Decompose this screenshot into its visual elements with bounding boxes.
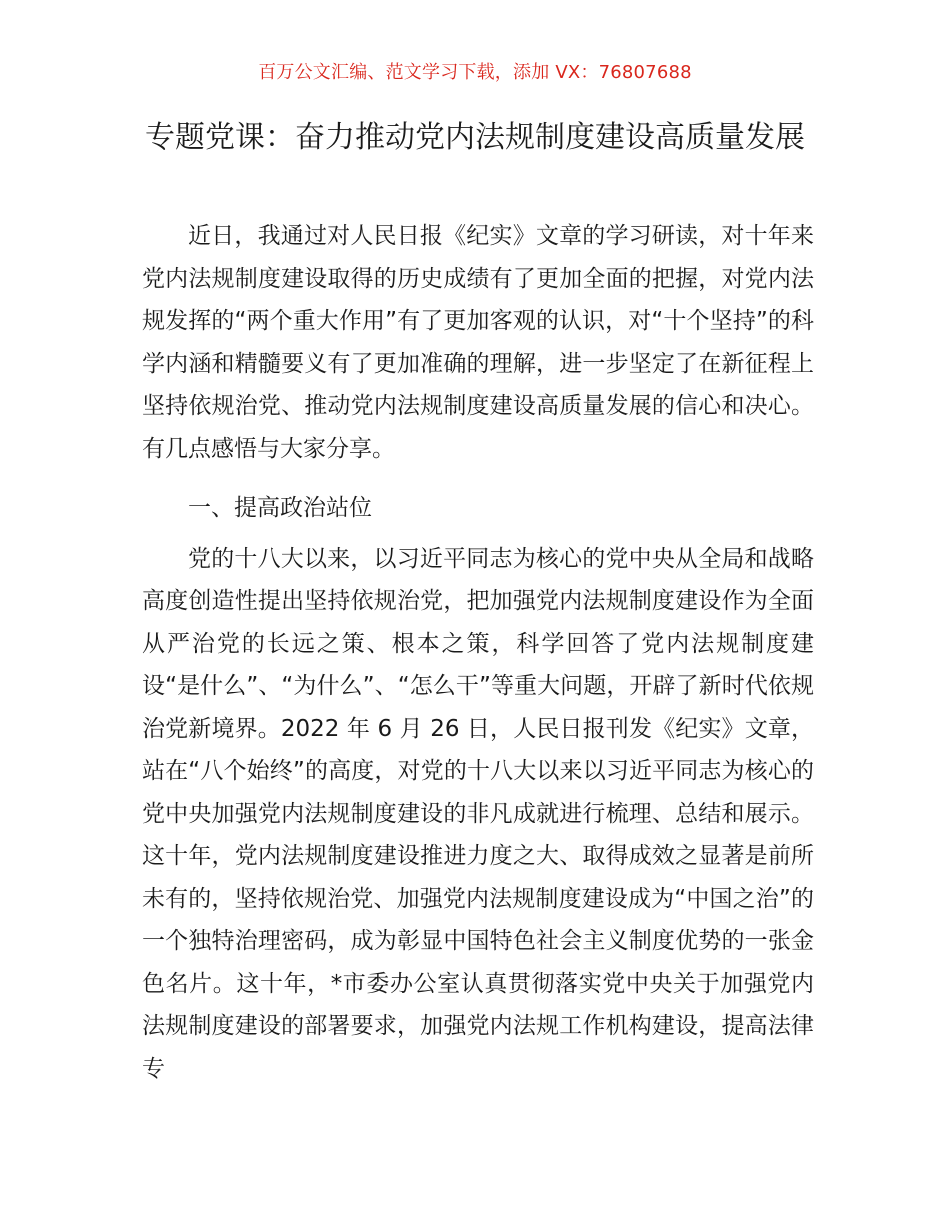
section-heading: 一、提高政治站位 xyxy=(188,495,372,521)
section-paragraph: 党的十八大以来，以习近平同志为核心的党中央从全局和战略高度创造性提出坚持依规治党，把加强党内法规制度建设作为全面从严治党的长远之策、根本之策，科学回答了党内法规制度建设“是什么”、“为什么”、“怎么干”等重大问题，开辟了新时代依规治党新境界。2022 年 6 月 26 日，人民日报刊发《纪实》文章，站在“八个始终”的高度，对党的十八大以来以习近平同志为核心的党中央加强党内法规制度建设的非凡成就进行梳理、总结和展示。这十年，党内法规制度建设推进力度之大、取得成效之显著是前所未有的，坚持依规治党、加强党内法规制度建设成为“中国之治”的一个独特治理密码，成为彰显中国特色社会主义制度优势的一张金色名片。这十年，*市委办公室认真贯彻落实党中央关于加强党内法规制度建设的部署要求，加强党内法规工作机构建设，提高法律专 xyxy=(142,545,814,1082)
intro-paragraph: 近日，我通过对人民日报《纪实》文章的学习研读，对十年来党内法规制度建设取得的历史成绩有了更加全面的把握，对党内法规发挥的“两个重大作用”有了更加客观的认识，对“十个坚持”的科学内涵和精髓要义有了更加准确的理解，进一步坚定了在新征程上坚持依规治党、推动党内法规制度建设高质量发展的信心和决心。有几点感悟与大家分享。 xyxy=(142,223,814,462)
promo-header-text: 百万公文汇编、范文学习下载，添加 VX：76807688 xyxy=(258,62,692,83)
document-title: 专题党课：奋力推动党内法规制度建设高质量发展 xyxy=(145,120,805,155)
document-body xyxy=(142,215,814,1090)
